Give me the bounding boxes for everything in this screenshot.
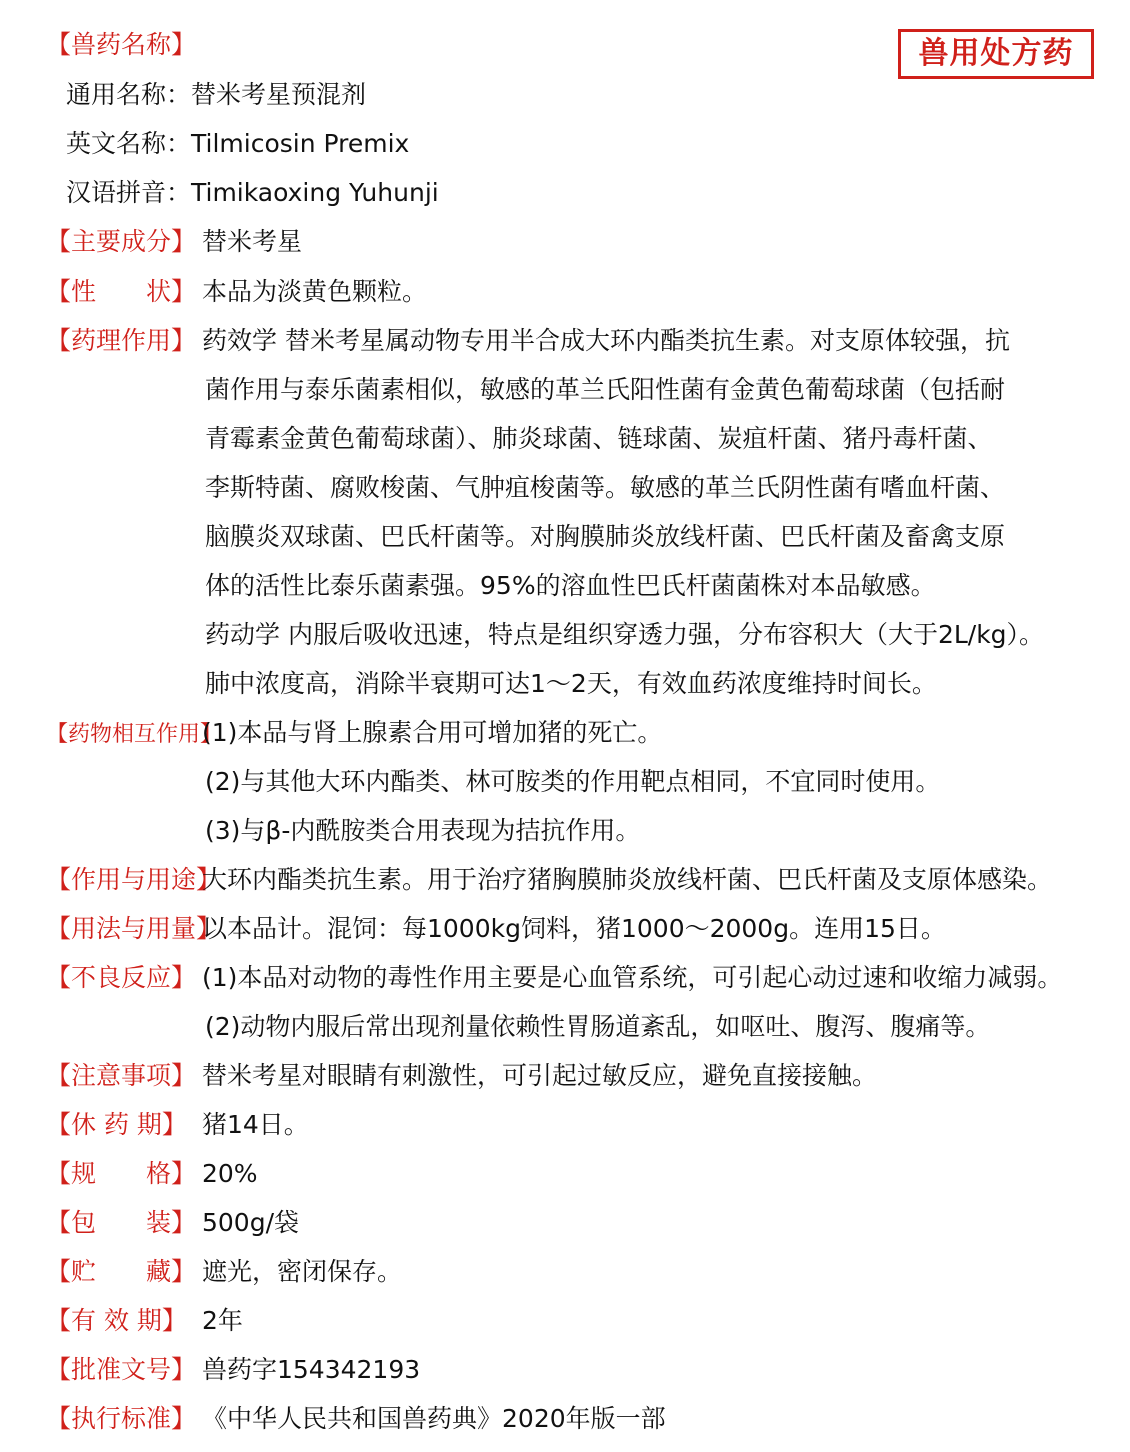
package-label: 【包 装】 [46, 1208, 197, 1237]
validity-row [46, 1301, 243, 1341]
storage-row [46, 1252, 402, 1292]
storage-label: 【贮 藏】 [46, 1257, 197, 1286]
indications-label: 【作用与用途】 [46, 865, 222, 894]
withdrawal-label: 【休 药 期】 [46, 1110, 187, 1139]
prescription-badge: 兽用处方药 [898, 29, 1094, 79]
specification-value: 20% [202, 1159, 258, 1188]
english-name: 英文名称：Tilmicosin Premix [66, 129, 410, 158]
character-value: 本品为淡黄色颗粒。 [202, 277, 428, 306]
pharmacology-label: 【药理作用】 [46, 326, 197, 355]
interactions-line: (1)本品与肾上腺素合用可增加猪的死亡。 [202, 718, 663, 747]
pharmacology-line: 药效学 替米考星属动物专用半合成大环内酯类抗生素。对支原体较强，抗 [202, 326, 1010, 355]
validity-label: 【有 效 期】 [46, 1306, 187, 1335]
dosage-row [46, 909, 946, 949]
validity-value: 2年 [202, 1306, 243, 1335]
interactions-row [46, 713, 662, 753]
package-value: 500g/袋 [202, 1208, 300, 1237]
precautions-value: 替米考星对眼睛有刺激性，可引起过敏反应，避免直接接触。 [202, 1061, 878, 1090]
specification-label: 【规 格】 [46, 1159, 197, 1188]
drug-name-section [46, 25, 202, 65]
pharmacology-line: 体的活性比泰乐菌素强。95%的溶血性巴氏杆菌菌株对本品敏感。 [205, 571, 936, 600]
precautions-row [46, 1056, 877, 1096]
pharmacology-line: 药动学 内服后吸收迅速，特点是组织穿透力强，分布容积大（大于2L/kg）。 [205, 620, 1045, 649]
indications-value: 大环内酯类抗生素。用于治疗猪胸膜肺炎放线杆菌、巴氏杆菌及支原体感染。 [202, 865, 1053, 894]
standard-label: 【执行标准】 [46, 1404, 197, 1433]
storage-value: 遮光，密闭保存。 [202, 1257, 403, 1286]
pinyin-name: 汉语拼音：Timikaoxing Yuhunji [66, 178, 439, 207]
standard-value: 《中华人民共和国兽药典》2020年版一部 [202, 1404, 666, 1433]
pharmacology-line: 脑膜炎双球菌、巴氏杆菌等。对胸膜肺炎放线杆菌、巴氏杆菌及畜禽支原 [205, 522, 1006, 551]
specification-row [46, 1154, 258, 1194]
approval-row [46, 1350, 420, 1390]
interactions-line: (2)与其他大环内酯类、林可胺类的作用靶点相同，不宜同时使用。 [205, 767, 941, 796]
interactions-line: (3)与β-内酰胺类合用表现为拮抗作用。 [205, 816, 641, 845]
pharmacology-line: 青霉素金黄色葡萄球菌）、肺炎球菌、链球菌、炭疽杆菌、猪丹毒杆菌、 [205, 424, 993, 453]
pharmacology-line: 菌作用与泰乐菌素相似，敏感的革兰氏阳性菌有金黄色葡萄球菌（包括耐 [205, 375, 1006, 404]
adverse-label: 【不良反应】 [46, 963, 197, 992]
main-ingredient-label: 【主要成分】 [46, 227, 197, 256]
precautions-label: 【注意事项】 [46, 1061, 197, 1090]
approval-label: 【批准文号】 [46, 1355, 197, 1384]
package-row [46, 1203, 299, 1243]
interactions-label: 【药物相互作用】 [46, 722, 223, 747]
pharmacology-row [46, 321, 1010, 361]
adverse-line: (2)动物内服后常出现剂量依赖性胃肠道紊乱，如呕吐、腹泻、腹痛等。 [205, 1012, 991, 1041]
character-label: 【性 状】 [46, 277, 197, 306]
withdrawal-value: 猪14日。 [202, 1110, 309, 1139]
dosage-label: 【用法与用量】 [46, 914, 222, 943]
generic-name: 通用名称：替米考星预混剂 [66, 80, 367, 109]
standard-row [46, 1399, 666, 1439]
indications-row [46, 860, 1052, 900]
adverse-row [46, 958, 1062, 998]
adverse-line: (1)本品对动物的毒性作用主要是心血管系统，可引起心动过速和收缩力减弱。 [202, 963, 1063, 992]
drug-name-label: 【兽药名称】 [46, 30, 197, 59]
approval-value: 兽药字154342193 [202, 1355, 421, 1384]
main-ingredient-value: 替米考星 [202, 227, 303, 256]
pharmacology-line: 肺中浓度高，消除半衰期可达1～2天，有效血药浓度维持时间长。 [205, 669, 937, 698]
withdrawal-row [46, 1105, 309, 1145]
pharmacology-line: 李斯特菌、腐败梭菌、气肿疽梭菌等。敏感的革兰氏阴性菌有嗜血杆菌、 [205, 473, 1006, 502]
dosage-value: 以本品计。混饲：每1000kg饲料，猪1000～2000g。连用15日。 [202, 914, 946, 943]
character-row [46, 272, 427, 312]
main-ingredient-row [46, 222, 302, 262]
